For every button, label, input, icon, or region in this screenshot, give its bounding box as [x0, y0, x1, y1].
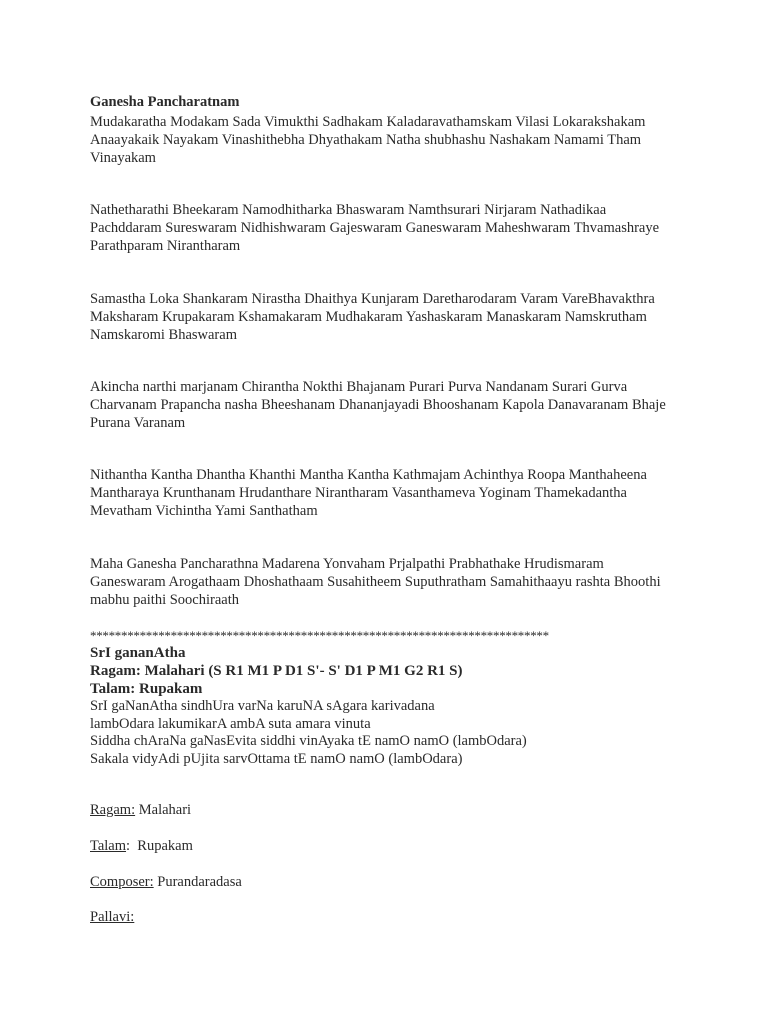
- ragam-label: Ragam:: [90, 802, 136, 818]
- verse-4-line-2: Charvanam Prapancha nasha Bheeshanam Dhananjayadi Bhooshanam Kapola Danavaranam Bhaje: [90, 397, 666, 413]
- song-talam-line: Talam: Rupakam: [90, 681, 203, 697]
- verse-5-line-2: Mantharaya Krunthanam Hrudanthare Nirantharam Vasanthameva Yoginam Thamekadantha: [90, 485, 627, 501]
- pallavi-detail: [90, 908, 134, 926]
- composer-value: Purandaradasa: [153, 874, 242, 890]
- verse-5-line-3: Mevatham Vichintha Yami Santhatham: [90, 503, 318, 519]
- verse-3-line-3: Namskaromi Bhaswaram: [90, 327, 237, 343]
- separator-line: **************************************************************************: [90, 628, 549, 643]
- talam-detail: [90, 837, 193, 855]
- verse-5-line-1: Nithantha Kantha Dhantha Khanthi Mantha Kantha Kathmajam Achinthya Roopa Manthaheena: [90, 467, 647, 483]
- lyric-line-3: Siddha chAraNa gaNasEvita siddhi vinAyaka tE namO namO (lambOdara): [90, 733, 527, 749]
- verse-4-line-3: Purana Varanam: [90, 415, 186, 431]
- verse-2-line-3: Parathparam Nirantharam: [90, 238, 241, 254]
- verse-2-line-1: Nathetharathi Bheekaram Namodhitharka Bhaswaram Namthsurari Nirjaram Nathadikaa: [90, 202, 607, 218]
- verse-6-line-1: Maha Ganesha Pancharathna Madarena Yonvaham Prjalpathi Prabhathake Hrudismaram: [90, 556, 604, 572]
- talam-value: : Rupakam: [126, 838, 193, 854]
- verse-2-line-2: Pachddaram Sureswaram Nidhishwaram Gajeswaram Ganeswaram Maheshwaram Thvamashraye: [90, 220, 660, 236]
- ragam-detail: [90, 801, 191, 819]
- lyric-line-1: SrI gaNanAtha sindhUra varNa karuNA sAgara karivadana: [90, 698, 435, 714]
- verse-6-line-2: Ganeswaram Arogathaam Dhoshathaam Susahitheem Suputhratham Samahithaayu rashta Bhoothi: [90, 574, 661, 590]
- verse-1-line-1: Mudakaratha Modakam Sada Vimukthi Sadhakam Kaladaravathamskam Vilasi Lokarakshakam: [90, 114, 646, 130]
- talam-label: Talam: [90, 838, 127, 854]
- document-title: Ganesha Pancharatnam: [90, 94, 240, 110]
- pallavi-label: Pallavi:: [90, 909, 135, 925]
- verse-6-line-3: mabhu paithi Soochiraath: [90, 592, 239, 608]
- verse-1-line-2: Anaayakaik Nayakam Vinashithebha Dhyathakam Natha shubhashu Nashakam Namami Tham: [90, 132, 642, 148]
- lyric-line-4: Sakala vidyAdi pUjita sarvOttama tE namO namO (lambOdara): [90, 751, 463, 767]
- song-ragam-line: Ragam: Malahari (S R1 M1 P D1 S'- S' D1 P M1 G2 R1 S): [90, 663, 463, 679]
- verse-3-line-1: Samastha Loka Shankaram Nirastha Dhaithya Kunjaram Daretharodaram Varam VareBhavakthra: [90, 291, 655, 307]
- composer-label: Composer:: [90, 874, 154, 890]
- song-title: SrI gananAtha: [90, 645, 186, 661]
- verse-3-line-2: Maksharam Krupakaram Kshamakaram Mudhakaram Yashaskaram Manaskaram Namskrutham: [90, 309, 647, 325]
- ragam-value: Malahari: [135, 802, 192, 818]
- verse-4-line-1: Akincha narthi marjanam Chirantha Nokthi Bhajanam Purari Purva Nandanam Surari Gurva: [90, 379, 628, 395]
- lyric-line-2: lambOdara lakumikarA ambA suta amara vinuta: [90, 716, 371, 732]
- verse-1-line-3: Vinayakam: [90, 150, 156, 166]
- composer-detail: [90, 873, 242, 891]
